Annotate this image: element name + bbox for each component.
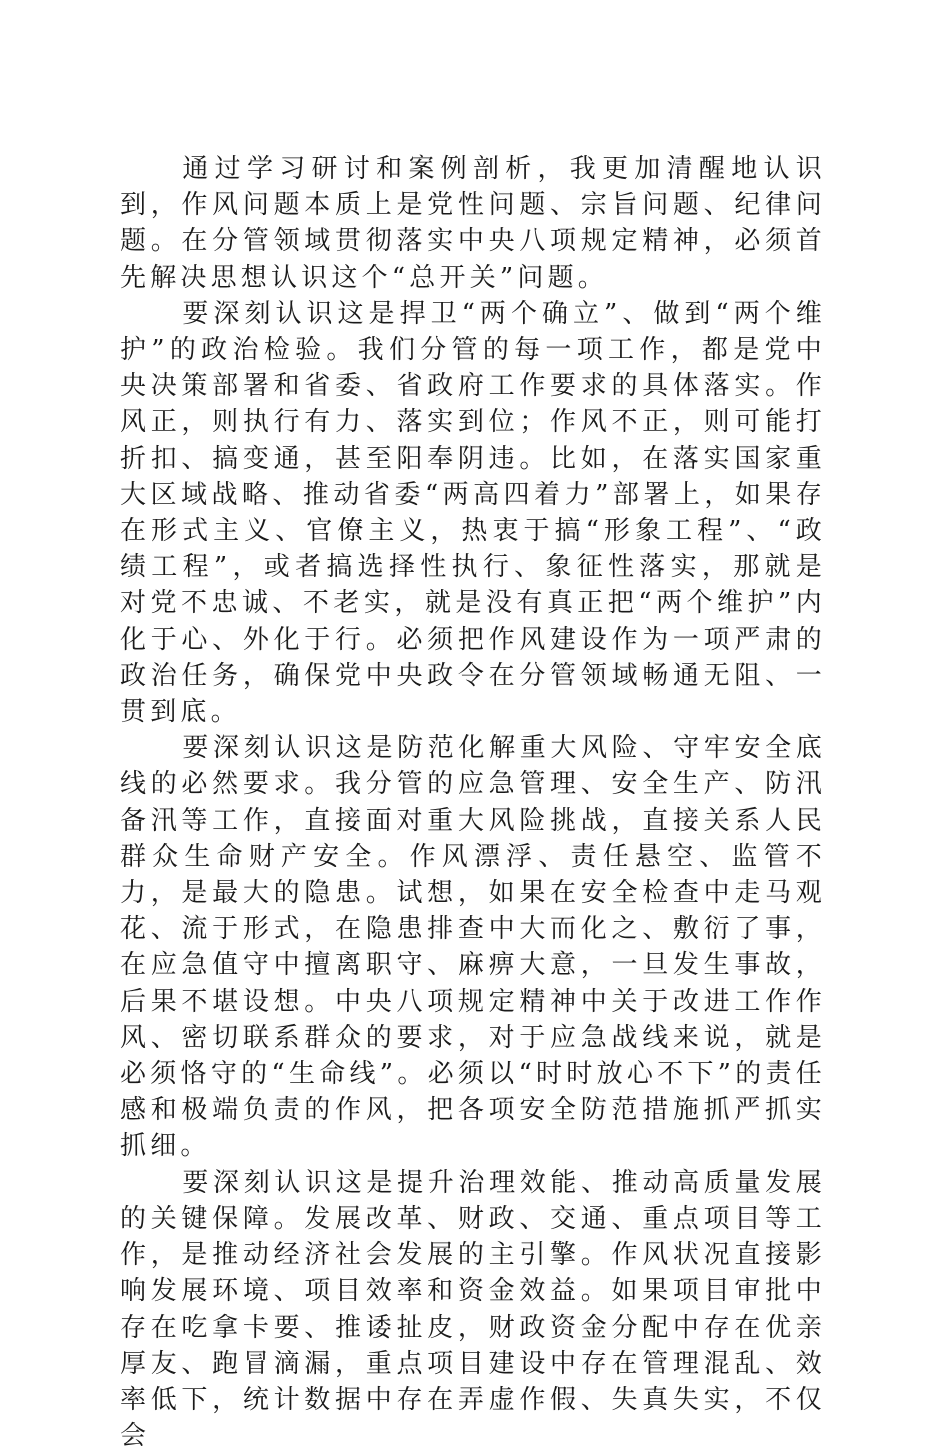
paragraph-3: 要深刻认识这是防范化解重大风险、守牢安全底线的必然要求。我分管的应急管理、安全生产、防汛备汛等工作，直接面对重大风险挑战，直接关系人民群众生命财产安全。作风漂浮、责任悬空、监管不力，是最大的隐患。试想，如果在安全检查中走马观花、流于形式，在隐患排查中大而化之、敷衍了事，在应急值守中擅离职守、麻痹大意，一旦发生事故，后果不堪设想。中央八项规定精神中关于改进工作作风、密切联系群众的要求，对于应急战线来说，就是必须恪守的“生命线”。必须以“时时放心不下”的责任感和极端负责的作风，把各项安全防范措施抓严抓实抓细。 — [120, 733, 826, 1162]
document-body — [120, 151, 826, 1454]
paragraph-4: 要深刻认识这是提升治理效能、推动高质量发展的关键保障。发展改革、财政、交通、重点项目等工作，是推动经济社会发展的主引擎。作风状况直接影响发展环境、项目效率和资金效益。如果项目审批中存在吃拿卡要、推诿扯皮，财政资金分配中存在优亲厚友、跑冒滴漏，重点项目建设中存在管理混乱、效率低下，统计数据中存在弄虚作假、失真失实，不仅会 — [120, 1167, 826, 1452]
paragraph-1: 通过学习研讨和案例剖析，我更加清醒地认识到，作风问题本质上是党性问题、宗旨问题、纪律问题。在分管领域贯彻落实中央八项规定精神，必须首先解决思想认识这个“总开关”问题。 — [120, 154, 826, 293]
paragraph-2: 要深刻认识这是捍卫“两个确立”、做到“两个维护”的政治检验。我们分管的每一项工作，都是党中央决策部署和省委、省政府工作要求的具体落实。作风正，则执行有力、落实到位；作风不正，则可能打折扣、搞变通，甚至阳奉阴违。比如，在落实国家重大区域战略、推动省委“两高四着力”部署上，如果存在形式主义、官僚主义，热衷于搞“形象工程”、“政绩工程”，或者搞选择性执行、象征性落实，那就是对党不忠诚、不老实，就是没有真正把“两个维护”内化于心、外化于行。必须把作风建设作为一项严肃的政治任务，确保党中央政令在分管领域畅通无阻、一贯到底。 — [120, 298, 826, 728]
